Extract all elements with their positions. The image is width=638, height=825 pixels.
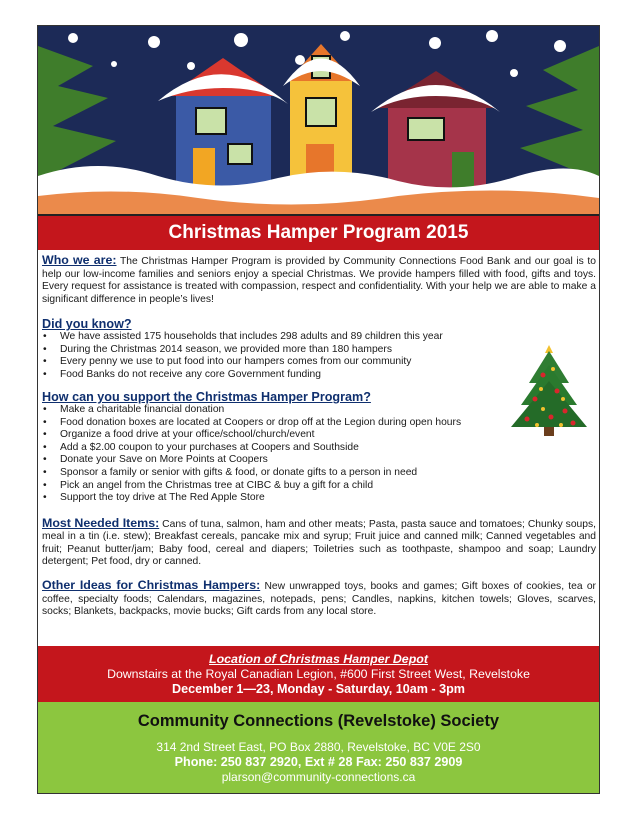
- list-item: • Sponsor a family or senior with gifts & food, or donate gifts to a person in need: [42, 467, 596, 480]
- list-item: • Food donation boxes are located at Coopers or drop off at the Legion during open hours: [42, 417, 596, 430]
- houses-illustration: [38, 26, 599, 214]
- flyer-page: [37, 25, 600, 794]
- organization-email[interactable]: plarson@community-connections.ca: [221, 770, 416, 784]
- list-item: • Pick an angel from the Christmas tree at CIBC & buy a gift for a child: [42, 480, 596, 493]
- list-item: • Food Banks do not receive any core Government funding: [42, 369, 596, 382]
- organization-footer: [38, 702, 599, 793]
- christmas-tree-icon: [507, 341, 591, 439]
- most-needed-text: Cans of tuna, salmon, ham and other meats; Pasta, pasta sauce and tomatoes; Chunky soups, meal in a tin (i.e. stew); Breakfast cereals, pancake mix and syrup; Fruit juice and canned milk; Canned vegetables and fruit; Peanut butter/jam; Baby food, cereal and diapers; Toiletries such as toothpaste, shampoo and soap; Laundry detergent; Pet food, dry or canned.: [42, 518, 597, 568]
- list-item: • Add a $2.00 coupon to your purchases at Coopers and Southside: [42, 442, 596, 455]
- list-item: • Make a charitable financial donation: [42, 404, 596, 417]
- who-we-are-section: [42, 254, 596, 306]
- organization-address: 314 2nd Street East, PO Box 2880, Revelstoke, BC V0E 2S0: [156, 740, 481, 754]
- list-item: • Every penny we use to put food into our hampers comes from our community: [42, 356, 596, 369]
- most-needed-heading: Most Needed Items:: [42, 515, 160, 530]
- other-ideas-text: New unwrapped toys, books and games; Gift boxes of cookies, tea or coffee, specialty foods; Calendars, magazines, notepads, pens; Candles, napkins, kitchen towels; Gloves, scarves, socks; Blankets, backpacks, movie bucks; Gift cards from any local store.: [42, 581, 596, 618]
- list-item: • Donate your Save on More Points at Coopers: [42, 454, 596, 467]
- organization-phone: Phone: 250 837 2920, Ext # 28 Fax: 250 837 2909: [174, 755, 463, 769]
- location-address: Downstairs at the Royal Canadian Legion, #600 First Street West, Revelstoke: [107, 667, 530, 681]
- organization-name: Community Connections (Revelstoke) Society: [137, 712, 500, 730]
- list-item: • During the Christmas 2014 season, we provided more than 180 hampers: [42, 344, 596, 357]
- flyer-content: [42, 254, 596, 626]
- list-item: • Support the toy drive at The Red Apple Store: [42, 492, 596, 505]
- most-needed-section: [42, 517, 596, 569]
- location-banner: [38, 646, 599, 702]
- location-title: Location of Christmas Hamper Depot: [209, 652, 428, 666]
- did-you-know-heading: Did you know?: [42, 317, 132, 332]
- location-dates: December 1—23, Monday - Saturday, 10am - 3pm: [171, 682, 466, 696]
- support-heading: How can you support the Christmas Hamper Program?: [42, 390, 371, 405]
- other-ideas-section: [42, 579, 596, 619]
- who-we-are-heading: Who we are:: [42, 253, 117, 267]
- snowy-houses-banner: [38, 26, 599, 216]
- list-item: • We have assisted 175 households that includes 298 adults and 89 children this year: [42, 331, 596, 344]
- page-title: Christmas Hamper Program 2015: [38, 216, 599, 250]
- list-item: • Organize a food drive at your office/school/church/event: [42, 429, 596, 442]
- other-ideas-heading: Other Ideas for Christmas Hampers:: [42, 578, 261, 593]
- who-we-are-text: The Christmas Hamper Program is provided by Community Connections Food Bank and our goal is to help our low-income families and seniors enjoy a special Christmas. We provide hampers filled with food, gifts and toys. Every request for assistance is treated with compassion, respect and confidentiality. With your help we are able to make a significant difference in people’s lives!: [42, 256, 596, 305]
